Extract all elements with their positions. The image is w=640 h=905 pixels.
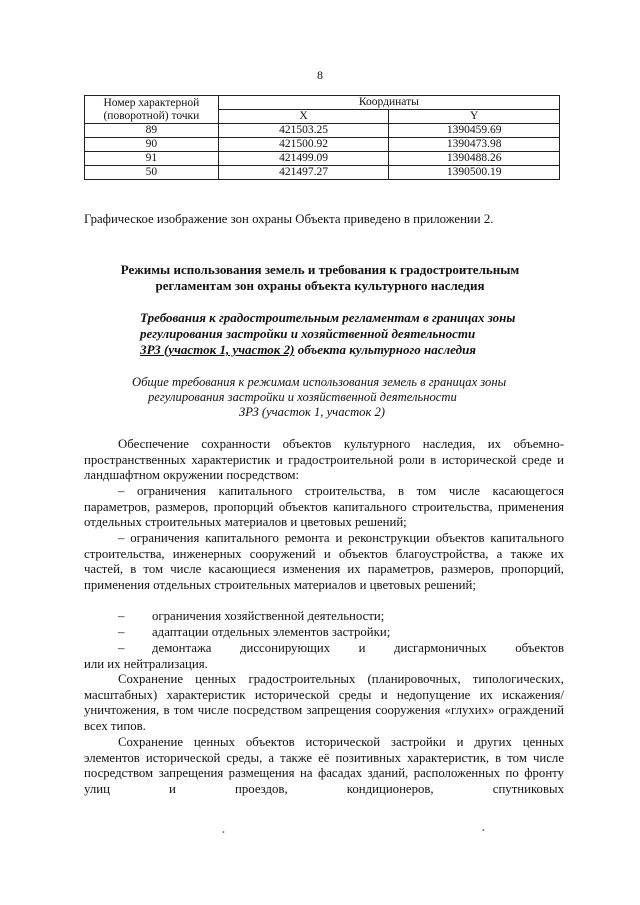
scan-speck: • bbox=[482, 826, 485, 835]
paragraph-construction-limits: – ограничения капитального строительства, в том числе касающегося параметров, размеров, пропорций объектов капитального строительства, применения отдельных строительных материалов и цветовых решений; bbox=[84, 484, 564, 529]
subsection-title-rest: объекта культурного наследия bbox=[294, 342, 477, 357]
cell-x: 421503.25 bbox=[218, 124, 389, 138]
table-row bbox=[85, 166, 560, 180]
cell-x: 421499.09 bbox=[218, 152, 389, 166]
list-item-text: ограничения хозяйственной деятельности; bbox=[152, 609, 385, 623]
coordinates-table bbox=[84, 95, 560, 180]
dash-marker: – bbox=[118, 641, 125, 655]
cell-y: 1390500.19 bbox=[389, 166, 560, 180]
subsection-title-line3 bbox=[140, 342, 476, 358]
section-title-line2: регламентам зон охраны объекта культурного наследия bbox=[155, 278, 485, 293]
table-header-row bbox=[85, 96, 560, 110]
scan-speck: • bbox=[222, 828, 225, 837]
list-item bbox=[118, 625, 564, 641]
cell-x: 421497.27 bbox=[218, 166, 389, 180]
table-row bbox=[85, 138, 560, 152]
list-item bbox=[118, 641, 564, 657]
header-x: X bbox=[218, 110, 389, 124]
dash-marker: – bbox=[118, 609, 125, 623]
list-item bbox=[118, 609, 564, 625]
zone-code-underlined: ЗРЗ (участок 1, участок 2) bbox=[140, 342, 295, 357]
header-y: Y bbox=[389, 110, 560, 124]
subsection-title-line1: Требования к градостроительным регламентам в границах зоны bbox=[140, 310, 516, 325]
header-point-line2: (поворотной) точки bbox=[103, 109, 200, 122]
cell-y: 1390488.26 bbox=[389, 152, 560, 166]
table-row bbox=[85, 152, 560, 166]
cell-point: 90 bbox=[85, 138, 219, 152]
header-point-number bbox=[85, 96, 219, 124]
page-number: 8 bbox=[317, 68, 323, 82]
section-title-line1: Режимы использования земель и требования к градостроительным bbox=[120, 262, 520, 277]
header-coordinates: Координаты bbox=[218, 96, 559, 110]
paragraph-historic-buildings: Сохранение ценных объектов исторической застройки и других ценных элементов исторической среды, а также её позитивных характеристик, в том числе посредством запрещения размещения на фасадах зданий, расположенных по фронту улиц и проездов, кондиционеров, спутниковых bbox=[84, 735, 564, 796]
list-item-text: демонтажа диссонирующих и дисгармоничных объектов bbox=[152, 641, 564, 655]
paragraph-preservation: Обеспечение сохранности объектов культурного наследия, их объемно-пространственных характеристик и градостроительной роли в исторической среде и ландшафтном окружении посредством: bbox=[84, 437, 564, 482]
paragraph-repair-limits: – ограничения капитального ремонта и реконструкции объектов капитального строительства, инженерных сооружений и объектов благоустройства, а также их частей, в том числе касающиеся изменения их параметров, размеров, пропорций, применения отдельных строительных материалов и цветовых решений; bbox=[84, 531, 564, 592]
general-title-line3: ЗРЗ (участок 1, участок 2) bbox=[239, 405, 386, 419]
paragraph-urban-characteristics: Сохранение ценных градостроительных (планировочных, типологических, масштабных) характеристик исторической среды и недопущение их искажения/уничтожения, в том числе посредством запрещения сооружения «глухих» ограждений всех типов. bbox=[84, 672, 564, 733]
cell-point: 50 bbox=[85, 166, 219, 180]
header-point-line1: Номер характерной bbox=[103, 96, 200, 109]
subsection-title-line2: регулирования застройки и хозяйственной деятельности bbox=[140, 326, 476, 341]
cell-y: 1390459.69 bbox=[389, 124, 560, 138]
general-title-line2: регулирования застройки и хозяйственной деятельности bbox=[148, 390, 457, 404]
cell-point: 91 bbox=[85, 152, 219, 166]
table-row bbox=[85, 124, 560, 138]
cell-y: 1390473.98 bbox=[389, 138, 560, 152]
dash-marker: – bbox=[118, 625, 125, 639]
graphic-note: Графическое изображение зон охраны Объекта приведено в приложении 2. bbox=[84, 212, 494, 226]
list-item-text: адаптации отдельных элементов застройки; bbox=[152, 625, 391, 639]
cell-point: 89 bbox=[85, 124, 219, 138]
list-item-continuation: или их нейтрализация. bbox=[84, 657, 208, 671]
cell-x: 421500.92 bbox=[218, 138, 389, 152]
general-title-line1: Общие требования к режимам использования земель в границах зоны bbox=[132, 375, 507, 389]
